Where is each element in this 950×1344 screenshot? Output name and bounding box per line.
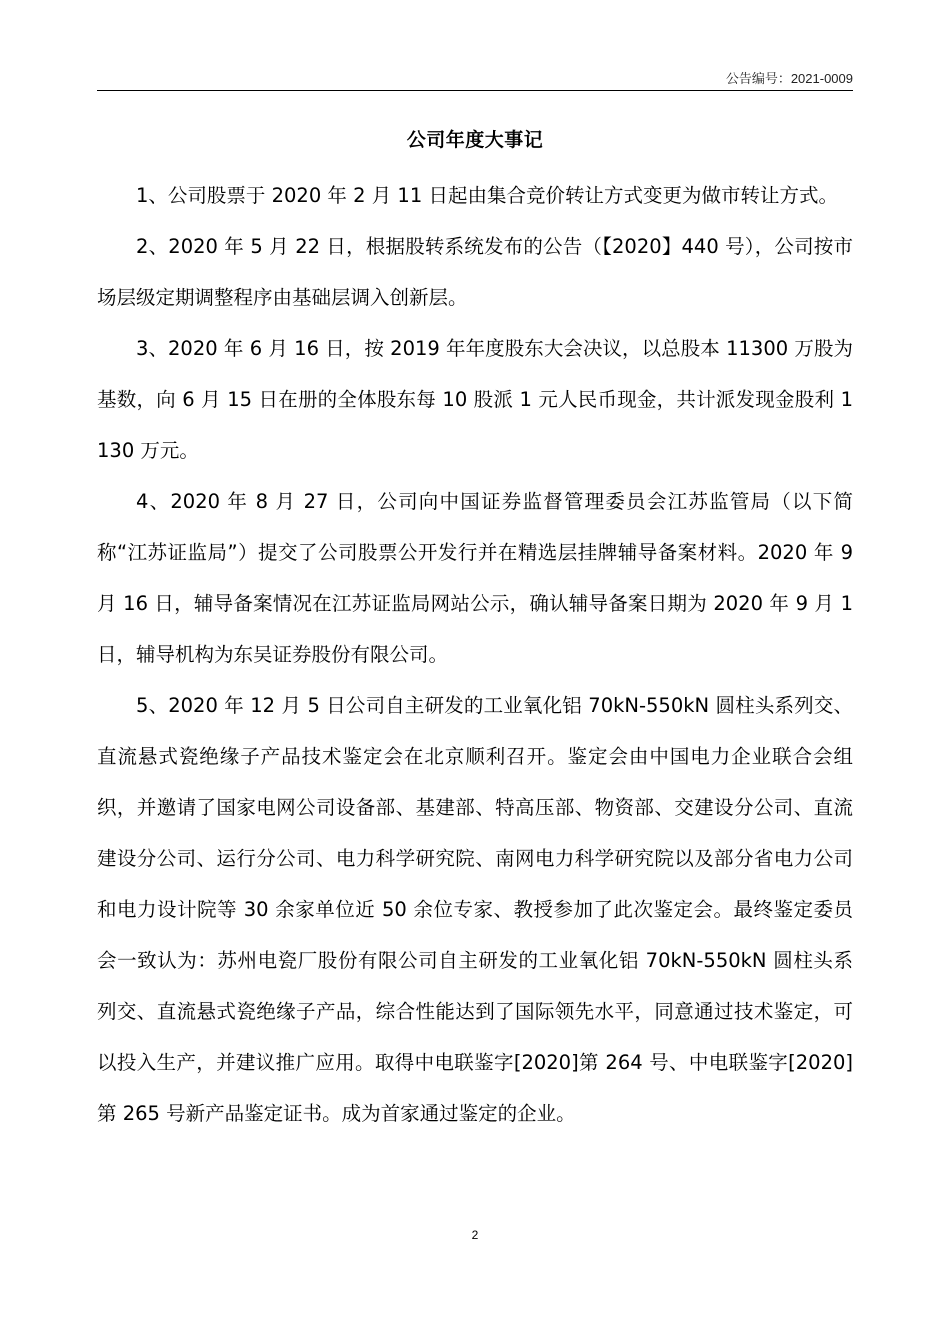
document-body — [97, 170, 853, 1139]
document-title: 公司年度大事记 — [406, 129, 544, 151]
notice-number: 公告编号：2021-0009 — [725, 71, 853, 86]
page-header — [97, 64, 853, 91]
paragraph-5: 5、2020 年 12 月 5 日公司自主研发的工业氧化铝 70kN-550kN 圆柱头系列交、直流悬式瓷绝缘子产品技术鉴定会在北京顺利召开。鉴定会由中国电力企业联合会组织，并邀请了国家电网公司设备部、基建部、特高压部、物资部、交建设分公司、直流建设分公司、运行分公司、电力科学研究院、南网电力科学研究院以及部分省电力公司和电力设计院等 30 余家单位近 50 余位专家、教授参加了此次鉴定会。最终鉴定委员会一致认为：苏州电瓷厂股份有限公司自主研发的工业氧化铝 70kN-550kN 圆柱头系列交、直流悬式瓷绝缘子产品，综合性能达到了国际领先水平，同意通过技术鉴定，可以投入生产，并建议推广应用。取得中电联鉴字[2020]第 264 号、中电联鉴字[2020]第 265 号新产品鉴定证书。成为首家通过鉴定的企业。 — [97, 694, 853, 1125]
page-number: 2 — [471, 1228, 479, 1242]
paragraph-3: 3、2020 年 6 月 16 日，按 2019 年年度股东大会决议，以总股本 11300 万股为基数，向 6 月 15 日在册的全体股东每 10 股派 1 元人民币现金，共计派发现金股利 1130 万元。 — [97, 337, 853, 462]
paragraph-1: 1、公司股票于 2020 年 2 月 11 日起由集合竞价转让方式变更为做市转让方式。 — [136, 184, 838, 207]
paragraph-4: 4、2020 年 8 月 27 日，公司向中国证券监督管理委员会江苏监管局（以下简称“江苏证监局”）提交了公司股票公开发行并在精选层挂牌辅导备案材料。2020 年 9 月 16 日，辅导备案情况在江苏证监局网站公示，确认辅导备案日期为 2020 年 9 月 1 日，辅导机构为东吴证券股份有限公司。 — [97, 490, 853, 666]
paragraph-2: 2、2020 年 5 月 22 日，根据股转系统发布的公告（【2020】440 号），公司按市场层级定期调整程序由基础层调入创新层。 — [97, 235, 853, 309]
